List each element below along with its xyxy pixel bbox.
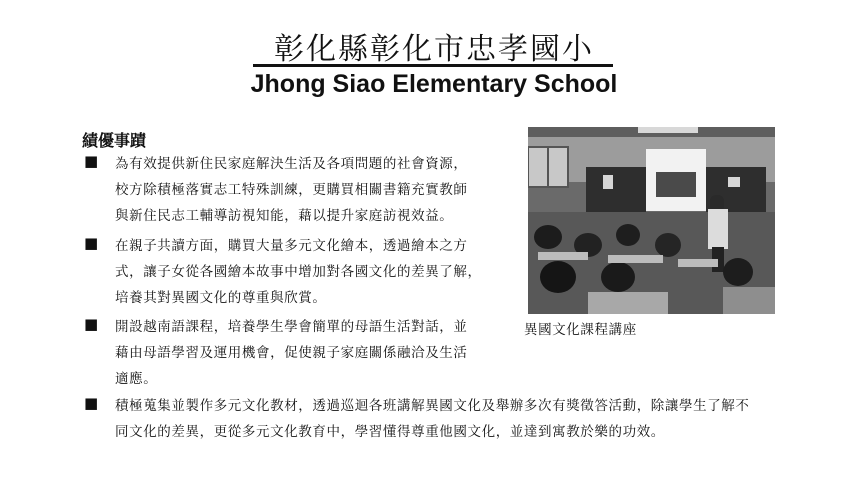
list-item-line: 同文化的差異，更從多元文化教育中，學習懂得尊重他國文化，並達到寓教於樂的功效。 [115, 424, 665, 440]
page-subtitle: Jhong Siao Elementary School [250, 70, 618, 98]
bullet-icon: ■ [84, 152, 99, 170]
list-item-line: 與新住民志工輔導訪視知能，藉以提升家庭訪視效益。 [115, 208, 454, 224]
list-item-line: 開設越南語課程，培養學生學會簡單的母語生活對話，並 [115, 319, 468, 335]
list-item-line: 積極蒐集並製作多元文化教材，透過巡迴各班講解異國文化及舉辦多次有獎徵答活動，除讓學生了解不 [115, 398, 750, 414]
list-item [115, 151, 468, 229]
title-underline [253, 64, 613, 67]
list-item-line: 校方除積極落實志工特殊訓練，更購買相關書籍充實教師 [115, 182, 468, 198]
list-item [115, 393, 750, 445]
classroom-photo [528, 127, 775, 314]
photo-caption: 異國文化課程講座 [524, 322, 637, 338]
list-item [115, 314, 468, 392]
page-title: 彰化縣彰化市忠孝國小 [274, 32, 594, 67]
list-item-line: 培養其對異國文化的尊重與欣賞。 [115, 290, 327, 306]
list-item [115, 233, 482, 311]
bullet-icon: ■ [84, 234, 99, 252]
list-item-line: 為有效提供新住民家庭解決生活及各項問題的社會資源， [115, 156, 468, 172]
list-item-line: 適應。 [115, 371, 158, 387]
bullet-icon: ■ [84, 394, 99, 412]
list-item-line: 藉由母語學習及運用機會，促使親子家庭關係融洽及生活 [115, 345, 468, 361]
list-item-line: 式，讓子女從各國繪本故事中增加對各國文化的差異了解， [115, 264, 482, 280]
section-heading: 績優事蹟 [82, 131, 147, 150]
bullet-icon: ■ [84, 315, 99, 333]
list-item-line: 在親子共讀方面，購買大量多元文化繪本，透過繪本之方 [115, 238, 468, 254]
